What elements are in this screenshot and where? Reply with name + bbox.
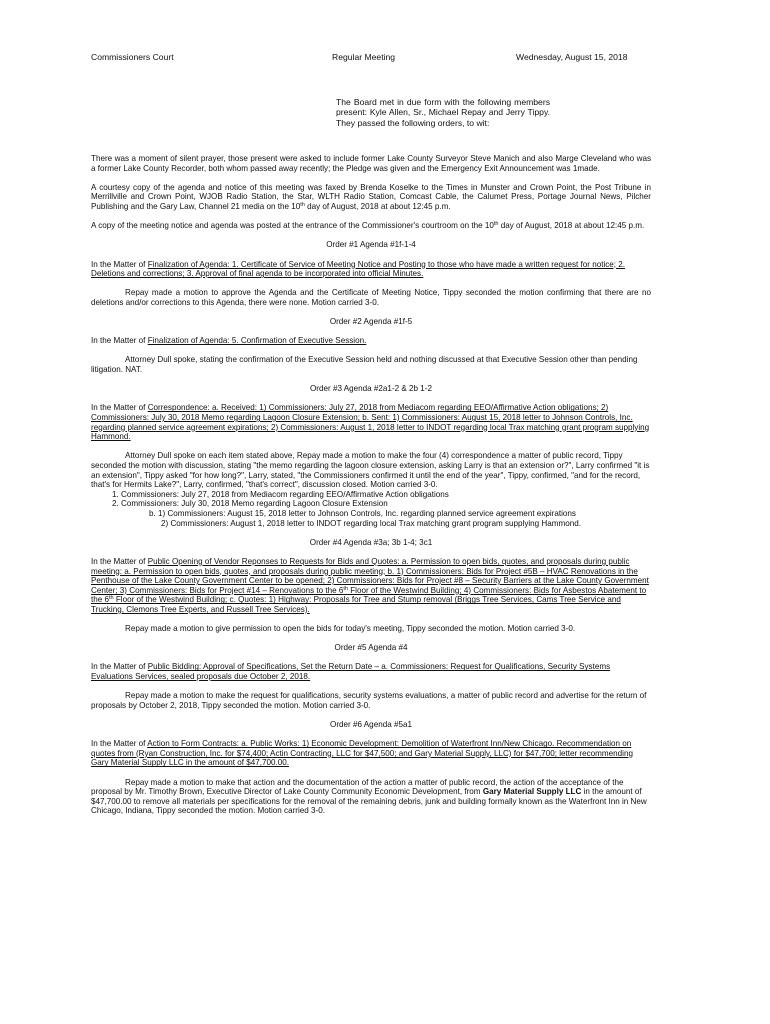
order-2-heading: Order #2 Agenda #1f-5 [329,317,413,327]
order-6-matter: In the Matter of Action to Form Contracts: a. Public Works: 1) Economic Development: Demolition of Waterfront Inn/New Chicago. Recommendation on quotes from (Ryan Construction, Inc. for $74,400; Actin Contracting, LLC for $47,500; and Gary Material Supply, LLC) for $47,700; letter recommending Gary Material Supply LLC in the amount of $47,700.00. [91,739,633,768]
order-5-matter: In the Matter of Public Bidding: Approval of Specifications, Set the Return Date – a. Commissioners: Request for Qualifications, Security Systems Evaluations Services, sealed proposals due October 2, 2018. [91,662,611,682]
vendor-name: Gary Material Supply LLC [482,787,582,797]
order-6-motion: Repay made a motion to make that action and the documentation of the action a matter of public record, the action of the acceptance of the proposal by Mr. Timothy Brown, Executive Director of Lake County Community Economic Development, from Gary Material Supply LLC in the amount of $47,700.00 to remove all materials per specifications for the removal of the remaining debris, junk and building formally known as the Waterfront Inn in New Chicago, Indiana, Tippy seconded the motion. Motion carried 3-0. [91,777,647,816]
order-3-sent-item-1: b. 1) Commissioners: August 15, 2018 letter to Johnson Controls, Inc. regarding planned service agreement expirations [149,508,576,518]
order-3-motion: Attorney Dull spoke on each item stated above, Repay made a motion to make the four (4) correspondence a matter of public record, Tippy seconded the motion with discussion, stating "the memo regarding the lagoon closure extension, asking Larry is that an extension or?", Larry confirmed "it is an extension", Tippy asked "for how long?", Larry, stated, "the Commissioners confirmed it until the end of the year", Tippy, confirmed, "and for the record, that's for Hermits Lake?", Larry, confirmed, "that's correct", discussion closed. Motion carried 3-0. [91,451,650,490]
order-4-matter: In the Matter of Public Opening of Vendor Reponses to Requests for Bids and Quotes: a. Permission to open bids, quotes, and proposals during public meeting: a. Permission to open bids, quotes, and proposals during public meeting; b. 1) Commissioners: Bids for Project #5B – HVAC Renovations in the Penthouse of the Lake County Government Center to be opened; 2) Commissioners: Bids for Project #8 – Security Barriers at the Lake County Government Center; 3) Commissioners: Bids for Project #14 – Renovations to the 6th Floor of the Westwind Building; 4) Commissioners: Bids for Asbestos Abatement to the 6th Floor of the Westwind Building; c. Quotes: 1) Highway: Proposals for Tree and Stump removal (Briggs Tree Services, Cams Tree Service and Trucking, Clemons Tree Experts, and Russell Tree Services). [91,556,649,614]
order-2-motion: Attorney Dull spoke, stating the confirmation of the Executive Session held and nothing discussed at that Executive Session other than pending litigation. NAT. [91,355,638,375]
order-4-heading: Order #4 Agenda #3a; 3b 1-4; 3c1 [309,537,433,547]
order-6-heading: Order #6 Agenda #5a1 [330,720,412,730]
header-court: Commissioners Court [91,52,174,62]
order-3-heading: Order #3 Agenda #2a1-2 & 2b 1-2 [310,384,432,394]
order-3-matter: In the Matter of Correspondence: a. Received: 1) Commissioners: July 27, 2018 from Mediacom regarding EEO/Affirmative Action obligations; 2) Commissioners: July 30, 2018 Memo regarding Lagoon Closure Extension; b. Sent: 1) Commissioners: August 15, 2018 letter to Johnson Controls, Inc. regarding planned service agreement expirations; 2) Commissioners: August 1, 2018 letter to INDOT regarding local Trax matching grant program supplying Hammond. [91,403,650,442]
intro-paragraph: The Board met in due form with the following members present: Kyle Allen, Sr., Michael Repay and Jerry Tippy. They passed the following orders, to wit: [336,97,550,128]
list-item: 1. Commissioners: July 27, 2018 from Mediacom regarding EEO/Affirmative Action obligations [121,490,651,500]
order-3-sent-item-2: 2) Commissioners: August 1, 2018 letter to INDOT regarding local Trax matching grant program supplying Hammond. [161,518,582,528]
order-1-motion: Repay made a motion to approve the Agenda and the Certificate of Meeting Notice, Tippy seconded the motion confirming that there are no deletions and/or corrections to this Agenda, there were none. Motion carried 3-0. [91,288,651,307]
courtesy-copy-paragraph: A courtesy copy of the agenda and notice of this meeting was faxed by Brenda Koselke to the Times in Munster and Crown Point, the Post Tribune in Merrillville and Crown Point, WJOB Radio Station, the Star, WLTH Radio Station, Comcast Cable, the Calumet Press, Portage Journal News, Pilcher Publishing and the Gary Law, Channel 21 media on the 10th day of August, 2018 at about 12:45 p.m. [91,182,651,211]
list-item: 2. Commissioners: July 30, 2018 Memo regarding Lagoon Closure Extension [121,499,651,509]
header-meeting: Regular Meeting [332,52,396,62]
order-1-heading: Order #1 Agenda #1f-1-4 [326,240,416,250]
order-2-matter: In the Matter of Finalization of Agenda: 5. Confirmation of Executive Session. [91,336,367,346]
order-4-motion: Repay made a motion to give permission to open the bids for today's meeting, Tippy seconded the motion. Motion carried 3-0. [125,624,576,634]
order-5-heading: Order #5 Agenda #4 [334,643,408,653]
header-date: Wednesday, August 15, 2018 [516,52,628,62]
order-3-correspondence-list [91,490,651,509]
minutes-body [91,154,651,826]
order-1-matter: In the Matter of Finalization of Agenda: 1. Certificate of Service of Meeting Notice and Posting to those who have made a written request for notice; 2. Deletions and corrections; 3. Approval of final agenda to be incorporated into official Minutes. [91,259,626,279]
order-5-motion: Repay made a motion to make the request for qualifications, security systems evaluations, a matter of public record and advertise for the return of proposals by October 2, 2018, Tippy seconded the motion. Motion carried 3-0. [91,691,647,710]
prayer-paragraph: There was a moment of silent prayer, those present were asked to include former Lake County Surveyor Steve Manich and also Marge Cleveland who was a former Lake County Recorder, both whom passed away recently; the Pledge was given and the Emergency Exit Announcement was 1made. [91,154,651,173]
posting-paragraph: A copy of the meeting notice and agenda was posted at the entrance of the Commissioner's courtroom on the 10th day of August, 2018 at about 12:45 p.m. [91,221,645,231]
